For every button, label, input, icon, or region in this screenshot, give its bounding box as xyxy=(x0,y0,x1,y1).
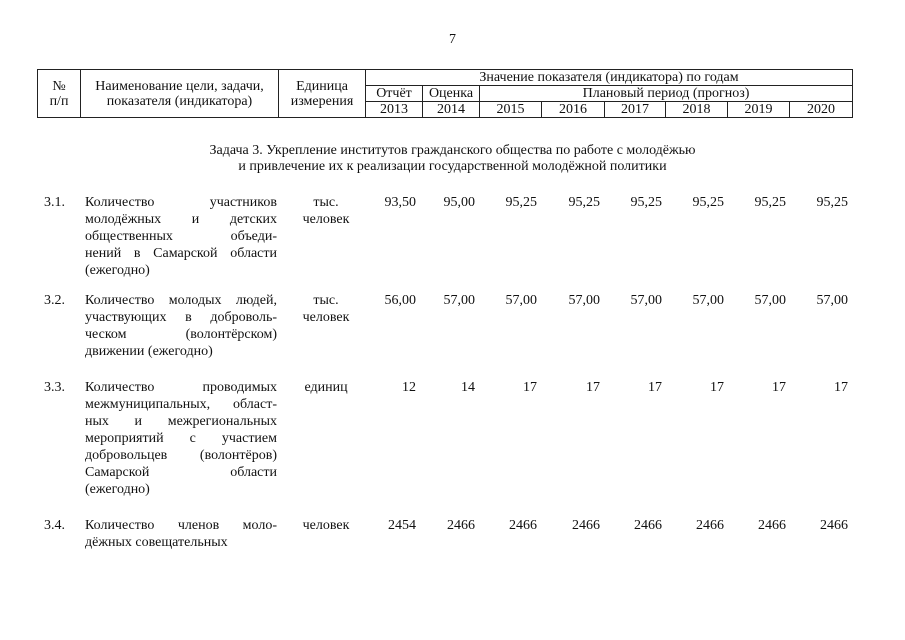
header-number-cell: № п/п xyxy=(38,70,81,118)
indicator-name-line: нений в Самарской области xyxy=(85,246,277,261)
indicator-value: 2466 xyxy=(820,518,848,533)
row-number: 3.1. xyxy=(44,195,65,210)
indicator-value: 57,00 xyxy=(568,293,600,308)
indicator-value: 57,00 xyxy=(630,293,662,308)
header-year-2017: 2017 xyxy=(605,102,666,118)
unit-line: человек xyxy=(302,212,350,227)
indicator-value: 17 xyxy=(523,380,537,395)
indicator-name-line: межмуниципальных, област- xyxy=(85,397,277,412)
indicator-name-line: Количество молодых людей, xyxy=(85,293,277,308)
indicator-value: 17 xyxy=(710,380,724,395)
unit-line: человек xyxy=(302,518,350,533)
indicator-value: 95,25 xyxy=(754,195,786,210)
indicator-value: 57,00 xyxy=(443,293,475,308)
header-estimate-label: Оценка xyxy=(423,86,480,102)
header-year-2018: 2018 xyxy=(666,102,728,118)
indicator-name-line: Самарской области xyxy=(85,465,277,480)
indicator-name-line: (ежегодно) xyxy=(85,482,150,497)
header-plan-period: Плановый период (прогноз) xyxy=(480,86,853,102)
unit-of-measure xyxy=(285,379,367,396)
indicator-name-line: общественных объеди- xyxy=(85,229,277,244)
indicator-name-line: Количество участников xyxy=(85,195,277,210)
indicator-name-line: дёжных совещательных xyxy=(85,535,228,550)
header-report-year: 2013 xyxy=(366,102,423,118)
indicator-value: 17 xyxy=(772,380,786,395)
indicator-name-line: движении (ежегодно) xyxy=(85,344,213,359)
indicator-value: 93,50 xyxy=(384,195,416,210)
task-title xyxy=(0,143,905,175)
indicator-name xyxy=(85,292,277,360)
indicator-value: 2466 xyxy=(572,518,600,533)
row-number: 3.2. xyxy=(44,293,65,308)
indicator-value: 12 xyxy=(402,380,416,395)
unit-line: единиц xyxy=(304,380,348,395)
indicator-value: 2466 xyxy=(447,518,475,533)
unit-of-measure xyxy=(285,517,367,534)
header-year-2016: 2016 xyxy=(542,102,605,118)
row-number: 3.4. xyxy=(44,518,65,533)
indicator-value: 95,25 xyxy=(505,195,537,210)
unit-line: тыс. xyxy=(313,293,339,308)
indicator-value: 2454 xyxy=(388,518,416,533)
indicator-name-line: Количество проводимых xyxy=(85,380,277,395)
indicator-value: 2466 xyxy=(696,518,724,533)
indicator-value: 17 xyxy=(586,380,600,395)
indicator-value: 95,00 xyxy=(443,195,475,210)
indicator-value: 95,25 xyxy=(630,195,662,210)
indicator-name xyxy=(85,517,277,551)
indicator-value: 2466 xyxy=(509,518,537,533)
indicator-value: 57,00 xyxy=(505,293,537,308)
indicator-name-line: мероприятий с участием xyxy=(85,431,277,446)
row-number: 3.3. xyxy=(44,380,65,395)
page-number: 7 xyxy=(449,32,456,47)
unit-of-measure xyxy=(285,194,367,228)
indicator-value: 17 xyxy=(648,380,662,395)
indicator-value: 95,25 xyxy=(568,195,600,210)
indicator-value: 57,00 xyxy=(692,293,724,308)
unit-of-measure xyxy=(285,292,367,326)
indicator-name-line: молодёжных и детских xyxy=(85,212,277,227)
indicator-value: 56,00 xyxy=(384,293,416,308)
indicator-name-line: ных и межрегиональных xyxy=(85,414,277,429)
indicator-name-line: участвующих в доброволь- xyxy=(85,310,277,325)
indicator-value: 17 xyxy=(834,380,848,395)
header-year-2019: 2019 xyxy=(728,102,790,118)
indicator-value: 95,25 xyxy=(816,195,848,210)
indicator-name xyxy=(85,379,277,498)
unit-line: человек xyxy=(302,310,350,325)
indicator-value: 2466 xyxy=(634,518,662,533)
header-year-2020: 2020 xyxy=(790,102,853,118)
header-estimate-year: 2014 xyxy=(423,102,480,118)
unit-line: тыс. xyxy=(313,195,339,210)
indicator-name xyxy=(85,194,277,279)
indicator-name-line: Количество членов моло- xyxy=(85,518,277,533)
indicator-name-line: добровольцев (волонтёров) xyxy=(85,448,277,463)
indicator-value: 14 xyxy=(461,380,475,395)
header-year-2015: 2015 xyxy=(480,102,542,118)
header-report-label: Отчёт xyxy=(366,86,423,102)
header-name-cell: Наименование цели, задачи, показателя (индикатора) xyxy=(81,70,279,118)
indicator-name-line: ческом (волонтёрском) xyxy=(85,327,277,342)
header-values-group: Значение показателя (индикатора) по годам xyxy=(366,70,853,86)
task-title-line: Задача 3. Укрепление институтов гражданского общества по работе с молодёжью xyxy=(209,143,696,158)
header-unit-cell: Единица измерения xyxy=(279,70,366,118)
indicator-name-line: (ежегодно) xyxy=(85,263,150,278)
indicator-value: 2466 xyxy=(758,518,786,533)
task-title-line: и привлечение их к реализации государственной молодёжной политики xyxy=(238,159,667,174)
header-table xyxy=(37,69,853,118)
indicator-value: 57,00 xyxy=(816,293,848,308)
indicator-value: 57,00 xyxy=(754,293,786,308)
indicator-value: 95,25 xyxy=(692,195,724,210)
